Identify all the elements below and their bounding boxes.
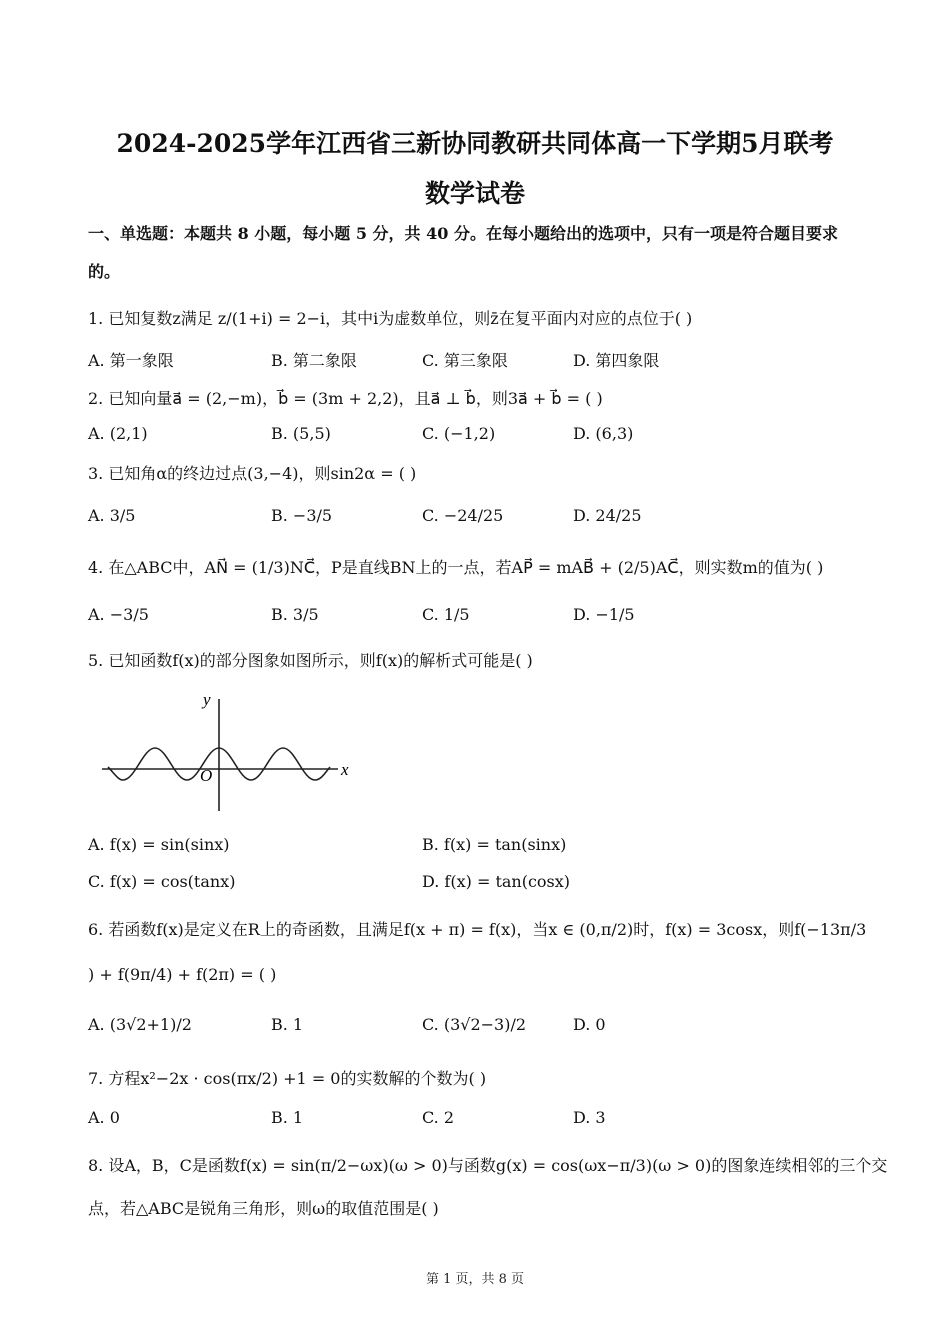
q6-option-c: C. (3√2−3)/2 — [422, 1015, 527, 1034]
q6-option-b: B. 1 — [271, 1015, 304, 1034]
q4-option-b: B. 3/5 — [271, 605, 319, 624]
q4-option-a: A. −3/5 — [88, 605, 149, 624]
question-4-stem: 4. 在△ABC中，AN⃗ = (1/3)NC⃗，P是直线BN上的一点，若AP⃗ = mAB⃗ + (2/5)AC⃗，则实数m的值为( ) — [88, 558, 824, 577]
q4-option-d: D. −1/5 — [573, 605, 635, 624]
question-6-stem: 6. 若函数f(x)是定义在R上的奇函数，且满足f(x + π) = f(x)，当x ∈ (0,π/2)时，f(x) = 3cosx，则f(−13π/3 — [88, 920, 867, 939]
title-line-1: 2024-2025学年江西省三新协同教研共同体高一下学期5月联考 — [116, 129, 834, 158]
question-5-stem: 5. 已知函数f(x)的部分图象如图所示，则f(x)的解析式可能是( ) — [88, 651, 533, 670]
q4-option-c: C. 1/5 — [422, 605, 470, 624]
q1-option-d: D. 第四象限 — [573, 351, 660, 370]
q7-option-b: B. 1 — [271, 1108, 304, 1127]
q2-option-d: D. (6,3) — [573, 424, 634, 443]
q1-option-a: A. 第一象限 — [88, 351, 174, 370]
q2-option-c: C. (−1,2) — [422, 424, 496, 443]
function-graph — [100, 685, 370, 815]
q5-option-a: A. f(x) = sin(sinx) — [88, 835, 230, 854]
q1-option-c: C. 第三象限 — [422, 351, 508, 370]
q5-option-b: B. f(x) = tan(sinx) — [422, 835, 567, 854]
q6-option-a: A. (3√2+1)/2 — [88, 1015, 192, 1034]
question-7-stem: 7. 方程x²−2x · cos(πx/2) +1 = 0的实数解的个数为( ) — [88, 1069, 487, 1088]
question-2-stem: 2. 已知向量a⃗ = (2,−m)，b⃗ = (3m + 2,2)，且a⃗ ⊥ b⃗，则3a⃗ + b⃗ = ( ) — [88, 389, 603, 408]
origin-label: O — [200, 766, 213, 785]
q3-option-a: A. 3/5 — [88, 506, 136, 525]
q1-option-b: B. 第二象限 — [271, 351, 357, 370]
y-axis-label: y — [203, 690, 211, 709]
question-8-stem: 8. 设A，B，C是函数f(x) = sin(π/2−ωx)(ω > 0)与函数g(x) = cos(ωx−π/3)(ω > 0)的图象连续相邻的三个交 — [88, 1156, 888, 1175]
q6-option-d: D. 0 — [573, 1015, 606, 1034]
q5-option-c: C. f(x) = cos(tanx) — [88, 872, 236, 891]
q7-option-a: A. 0 — [88, 1108, 120, 1127]
question-6-stem-cont: ) + f(9π/4) + f(2π) = ( ) — [88, 965, 277, 984]
x-axis-label: x — [341, 760, 349, 779]
q3-option-c: C. −24/25 — [422, 506, 504, 525]
page-footer: 第 1 页，共 8 页 — [425, 1272, 525, 1287]
function-graph-figure — [100, 685, 370, 819]
q7-option-d: D. 3 — [573, 1108, 606, 1127]
q2-option-b: B. (5,5) — [271, 424, 331, 443]
section-header: 一、单选题：本题共 8 小题，每小题 5 分，共 40 分。在每小题给出的选项中，只有一项是符合题目要求的。 — [88, 224, 838, 281]
q3-option-b: B. −3/5 — [271, 506, 333, 525]
question-8-stem-cont: 点，若△ABC是锐角三角形，则ω的取值范围是( ) — [88, 1199, 439, 1218]
question-1-stem: 1. 已知复数z满足 z/(1+i) = 2−i，其中i为虚数单位，则z̄在复平面内对应的点位于( ) — [88, 309, 693, 328]
q3-option-d: D. 24/25 — [573, 506, 642, 525]
q2-option-a: A. (2,1) — [88, 424, 148, 443]
q7-option-c: C. 2 — [422, 1108, 455, 1127]
q5-option-d: D. f(x) = tan(cosx) — [422, 872, 571, 891]
title-line-2: 数学试卷 — [424, 179, 525, 208]
question-3-stem: 3. 已知角α的终边过点(3,−4)，则sin2α = ( ) — [88, 464, 417, 483]
